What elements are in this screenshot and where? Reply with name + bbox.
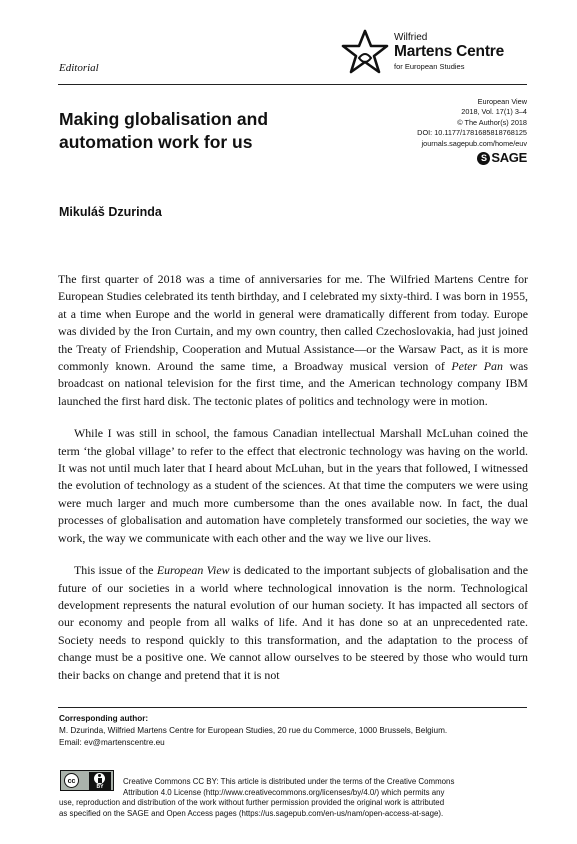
journal-name: European View [477,97,527,106]
logo-line-1: Wilfried [394,32,428,43]
license-text [59,777,527,819]
logo-line-3: for European Studies [394,62,465,71]
article-body [58,271,528,699]
star-with-loop-icon [340,28,390,76]
author-name: Mikuláš Dzurinda [59,205,162,219]
paragraph-1 [58,271,528,410]
paragraph-3-start: This issue of the [74,563,157,578]
sage-wordmark: SAGE [491,150,527,165]
header-rule [58,84,527,85]
title-line-2: automation work for us [59,132,253,152]
paragraph-3-text: is dedicated to the important subjects of globalisation and the future of our societies in a world where technological innovation is the norm. Technological development represents the natural evolution of our human society. It has impacted all sectors of our economy and people from all walks of life. And it has done so at an unprecedented rate. Society needs to respond quickly to this transformation, and the adaptation to the process of change must be a positive one. We cannot allow ourselves to be steered by those who would turn their backs on change and pretend that it is not [58,563,528,682]
corresponding-heading: Corresponding author: [59,714,149,723]
paragraph-3-italic: European View [156,563,230,578]
journal-volume: 2018, Vol. 17(1) 3–4 [461,107,527,117]
logo-line-2: Martens Centre [394,43,505,60]
cc-icon: cc [64,773,79,788]
paragraph-3 [58,562,528,684]
publisher-logo [340,28,540,78]
by-label: BY [96,784,104,790]
license-line-2: Attribution 4.0 License (http://www.creativecommons.org/licenses/by/4.0/) which permits any [123,787,445,797]
corresponding-address: M. Dzurinda, Wilfried Martens Centre for European Studies, 20 rue du Commerce, 1000 Brussels, Belgium. [59,726,448,735]
paragraph-1-text: The first quarter of 2018 was a time of anniversaries for me. The Wilfried Martens Centre for European Studies celebrated its tenth birthday, and I celebrated my sixty-third. I was born in 1955, at a time when Europe and the world in general were dramatically different from today. Europe was divided by the Iron Curtain, and my own country, then called Czechoslovakia, had just joined the Treaty of Friendship, Cooperation and Mutual Assistance—or the Warsaw Pact, as it is more commonly known. Around the same time, a Broadway musical version of [58,272,528,374]
footnote-rule [58,707,527,708]
corresponding-author [59,713,447,749]
copyright: © The Author(s) 2018 [457,117,527,127]
sage-mark-icon: S [477,152,490,165]
paragraph-1-end: was broadcast on national television for the first time, and the American technology company IBM launched the first hard disk. The tectonic plates of politics and technology were in motion. [58,359,528,408]
license-line-4: as specified on the SAGE and Open Access pages (https://us.sagepub.com/en-us/nam/open-access-at-sage). [59,808,444,818]
article-title [59,108,329,154]
paragraph-1-italic: Peter Pan [451,359,503,374]
license-line-3: use, reproduction and distribution of the work without further permission provided the original work is attributed [59,798,445,808]
title-line-1: Making globalisation and [59,109,269,129]
corresponding-email[interactable]: Email: ev@martenscentre.eu [59,738,165,747]
journal-url[interactable]: journals.sagepub.com/home/euv [421,138,527,148]
journal-meta [417,97,527,149]
paragraph-2: While I was still in school, the famous Canadian intellectual Marshall McLuhan coined the term ‘the global village’ to refer to the effect that electronic technology was having on the world. It was not until much later that I heard about McLuhan, but in the years that followed, I witnessed the evolution of technology as a student of the sciences. At that time the computers we were using were much larger and much more cumbersome than the ones available now. In fact, the dual processes of globalisation and automation have completely transformed our societies, the way we work, the way we communicate with each other and the way we live our lives. [58,426,528,545]
doi[interactable]: DOI: 10.1177/1781685818768125 [417,128,527,138]
license-line-1: Creative Commons CC BY: This article is distributed under the terms of the Creative Commons [123,777,455,786]
sage-logo [477,150,527,165]
section-label: Editorial [59,62,99,74]
